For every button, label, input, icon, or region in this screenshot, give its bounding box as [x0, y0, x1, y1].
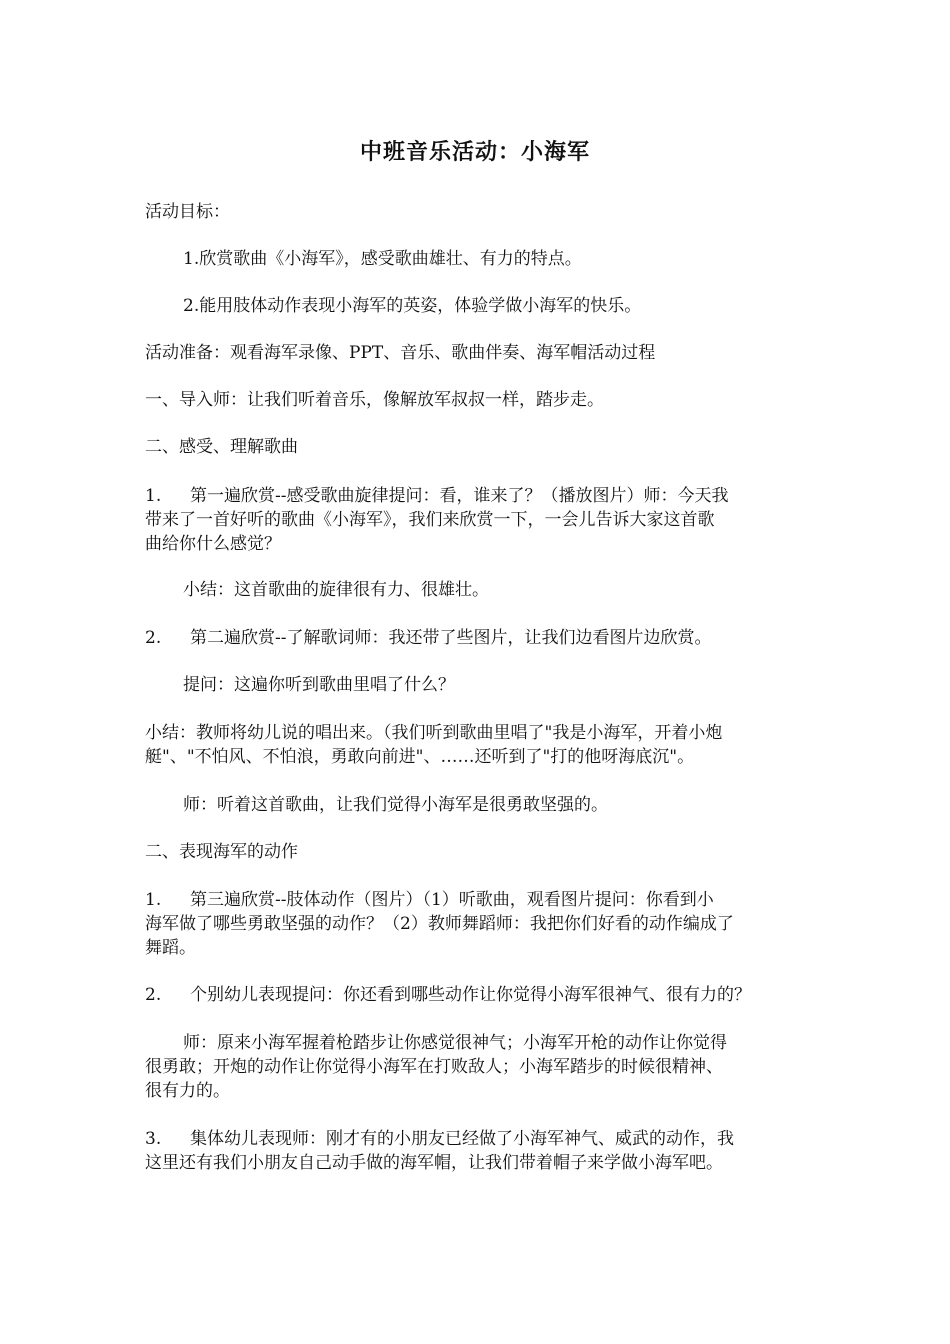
- teacher-text-continued: 很勇敢；开炮的动作让你觉得小海军在打败敌人；小海军踏步的时候很精神、: [145, 1057, 723, 1077]
- step-text: 集体幼儿表现师：刚才有的小朋友已经做了小海军神气、威武的动作，我: [190, 1129, 734, 1149]
- document-title: 中班音乐活动：小海军: [359, 139, 590, 165]
- step-text-continued: 曲给你什么感觉？: [145, 534, 281, 554]
- step-text-continued: 海军做了哪些勇敢坚强的动作？（2）教师舞蹈师：我把你们好看的动作编成了: [145, 914, 734, 934]
- goal-item-1: 1.欣赏歌曲《小海军》，感受歌曲雄壮、有力的特点。: [183, 249, 582, 269]
- step-number: 2.: [145, 985, 162, 1005]
- step-number: 3.: [145, 1129, 162, 1149]
- step-paragraph: [145, 888, 813, 960]
- step-text: 第一遍欣赏--感受歌曲旋律提问：看，谁来了？（播放图片）师：今天我: [190, 486, 729, 506]
- step-paragraph: [145, 626, 813, 650]
- section-heading-actions: 二、表现海军的动作: [145, 842, 298, 862]
- step-text-continued: 带来了一首好听的歌曲《小海军》，我们来欣赏一下，一会儿告诉大家这首歌: [145, 510, 715, 530]
- step-paragraph: [145, 983, 835, 1007]
- teacher-paragraph: [145, 1031, 813, 1103]
- step-text: 第三遍欣赏--肢体动作（图片）（1）听歌曲，观看图片提问：你看到小: [190, 890, 714, 910]
- section-heading-intro: 一、导入师：让我们听着音乐，像解放军叔叔一样，踏步走。: [145, 390, 604, 410]
- summary-text-continued: 艇"、"不怕风、不怕浪，勇敢向前进"、……还听到了"打的他呀海底沉"。: [145, 747, 695, 767]
- goal-heading: 活动目标：: [145, 202, 230, 222]
- step-paragraph: [145, 484, 813, 556]
- section-heading-understand: 二、感受、理解歌曲: [145, 437, 298, 457]
- step-text: 第二遍欣赏--了解歌词师：我还带了些图片，让我们边看图片边欣赏。: [190, 628, 712, 648]
- step-text-continued: 舞蹈。: [145, 938, 196, 958]
- step-paragraph: [145, 1127, 813, 1175]
- teacher-text-continued: 很有力的。: [145, 1081, 230, 1101]
- summary-paragraph: [145, 721, 813, 769]
- summary-paragraph: 小结：这首歌曲的旋律很有力、很雄壮。: [183, 580, 489, 600]
- goal-item-2: 2.能用肢体动作表现小海军的英姿，体验学做小海军的快乐。: [183, 296, 642, 316]
- step-number: 1.: [145, 890, 162, 910]
- teacher-paragraph: 师：听着这首歌曲，让我们觉得小海军是很勇敢坚强的。: [183, 795, 608, 815]
- step-number: 2.: [145, 628, 162, 648]
- question-paragraph: 提问：这遍你听到歌曲里唱了什么？: [183, 675, 455, 695]
- summary-text: 小结：教师将幼儿说的唱出来。（我们听到歌曲里唱了"我是小海军，开着小炮: [145, 723, 723, 743]
- step-text: 个别幼儿表现提问：你还看到哪些动作让你觉得小海军很神气、很有力的？: [190, 985, 751, 1005]
- step-number: 1.: [145, 486, 162, 506]
- teacher-text: 师：原来小海军握着枪踏步让你感觉很神气；小海军开枪的动作让你觉得: [183, 1033, 727, 1053]
- preparation-text: 活动准备：观看海军录像、PPT、音乐、歌曲伴奏、海军帽活动过程: [145, 343, 656, 363]
- step-text-continued: 这里还有我们小朋友自己动手做的海军帽，让我们带着帽子来学做小海军吧。: [145, 1153, 723, 1173]
